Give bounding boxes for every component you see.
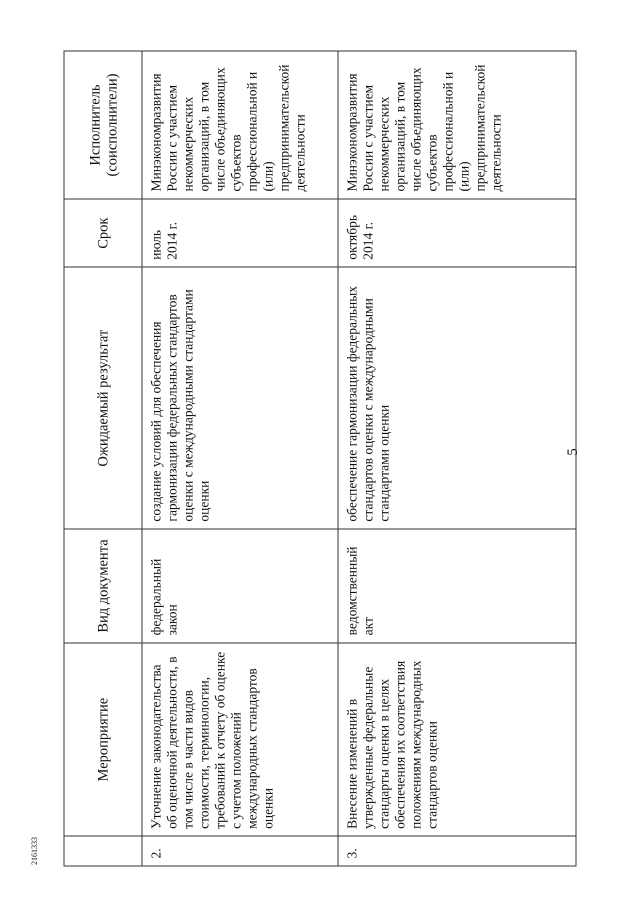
header-doc-type: Вид документа xyxy=(64,529,142,643)
table-row xyxy=(338,51,576,866)
term-cell: июль 2014 г. xyxy=(142,199,338,267)
header-term: Срок xyxy=(64,199,142,267)
event-cell: Внесение изменений в утвержденные федеральные стандарты оценки в целях обеспечения их соответствия положениям международных стандартов оценки xyxy=(338,643,576,837)
header-expected-result: Ожидаемый результат xyxy=(64,267,142,529)
header-number xyxy=(64,836,142,866)
executor-cell: Минэкономразвития России с участием некоммерческих организаций, в том числе объединяющих субъектов профессиональной и (или) предпринимательской деятельности xyxy=(338,51,576,199)
table-row xyxy=(142,51,338,866)
page-number: 5 xyxy=(565,448,581,456)
doc-type-cell: ведомственный акт xyxy=(338,529,576,643)
action-plan-table xyxy=(64,51,577,867)
expected-result-cell: создание условий для обеспечения гармонизации федеральных стандартов оценки с международными стандартами оценки xyxy=(142,267,338,529)
expected-result-cell: обеспечение гармонизации федеральных стандартов оценки с международными стандартами оценки xyxy=(338,267,576,529)
header-event: Мероприятие xyxy=(64,643,142,837)
document-code: 2161333 xyxy=(30,837,39,865)
header-executor: Исполнитель (соисполнители) xyxy=(64,51,142,199)
executor-cell: Минэкономразвития России с участием некоммерческих организаций, в том числе объединяющих субъектов профессиональной и (или) предпринимательской деятельности xyxy=(142,51,338,199)
row-number: 3. xyxy=(338,836,576,866)
doc-type-cell: федеральный закон xyxy=(142,529,338,643)
event-cell: Уточнение законодательства об оценочной деятельности, в том числе в части видов стоимости, терминологии, требований к отчету об оценке с учетом положений международных стандартов оценки xyxy=(142,643,338,837)
row-number: 2. xyxy=(142,836,338,866)
table-header-row xyxy=(64,51,142,866)
term-cell: октябрь 2014 г. xyxy=(338,199,576,267)
